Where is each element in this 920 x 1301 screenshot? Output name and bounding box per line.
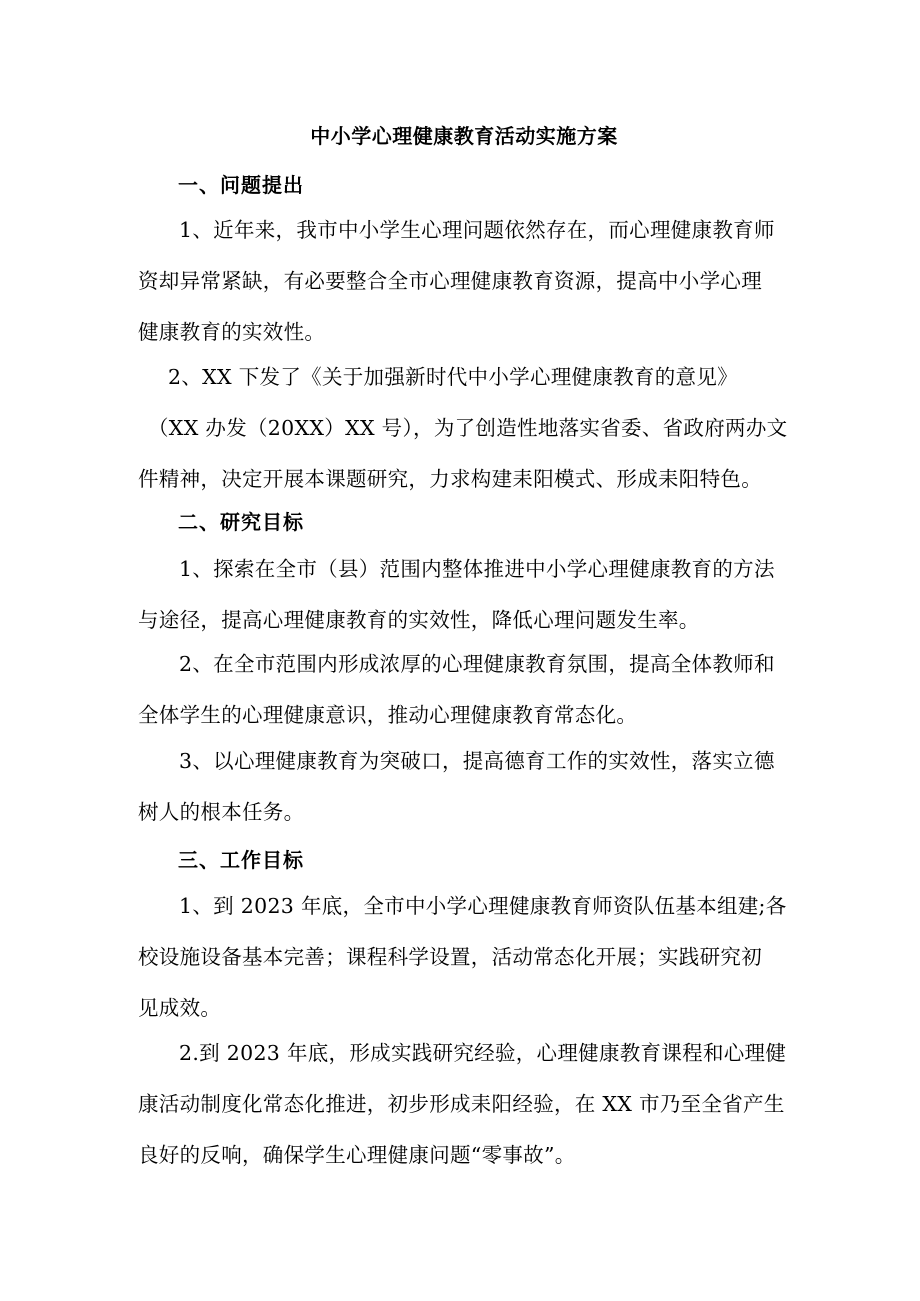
paragraph-2-2: [138, 639, 790, 741]
paragraph-line: 2、XX 下发了《关于加强新时代中小学心理健康教育的意见》: [168, 365, 738, 389]
paragraph-3-1: [138, 881, 790, 1034]
document-title: 中小学心理健康教育活动实施方案: [310, 124, 618, 148]
paragraph-1-2: [138, 352, 790, 505]
paragraph-3-2: [138, 1028, 790, 1181]
paragraph-line: 良好的反响，确保学生心理健康问题“零事故”。: [138, 1143, 576, 1167]
paragraph-line: 康活动制度化常态化推进，初步形成耒阳经验，在 XX 市乃至全省产生: [138, 1092, 785, 1116]
paragraph-line: 树人的根本任务。: [138, 800, 305, 824]
paragraph-line: 1、探索在全市（县）范围内整体推进中小学心理健康教育的方法: [179, 557, 775, 581]
section-heading-problem: 一、问题提出: [178, 173, 304, 197]
paragraph-line: 见成效。: [138, 996, 222, 1020]
section-heading-research-goals: 二、研究目标: [178, 510, 304, 534]
paragraph-line: 健康教育的实效性。: [138, 320, 326, 344]
paragraph-line: 1、近年来，我市中小学生心理问题依然存在，而心理健康教育师: [179, 218, 775, 242]
paragraph-1-1: [138, 205, 790, 358]
paragraph-2-3: [138, 736, 790, 838]
paragraph-line: 资却异常紧缺，有必要整合全市心理健康教育资源，提高中小学心理: [138, 269, 762, 293]
paragraph-line: 件精神，决定开展本课题研究，力求构建耒阳模式、形成耒阳特色。: [138, 467, 762, 491]
section-heading-work-goals: 三、工作目标: [178, 848, 304, 872]
paragraph-line: 与途径，提高心理健康教育的实效性，降低心理问题发生率。: [138, 608, 700, 632]
paragraph-line: 校设施设备基本完善；课程科学设置，活动常态化开展；实践研究初: [138, 945, 762, 969]
paragraph-line: 1、到 2023 年底，全市中小学心理健康教育师资队伍基本组建;各: [179, 894, 787, 918]
paragraph-line: 全体学生的心理健康意识，推动心理健康教育常态化。: [138, 703, 638, 727]
paragraph-line: 2.到 2023 年底，形成实践研究经验，心理健康教育课程和心理健: [179, 1041, 787, 1065]
paragraph-line: 3、以心理健康教育为突破口，提高德育工作的实效性，落实立德: [179, 749, 775, 773]
paragraph-line: 2、在全市范围内形成浓厚的心理健康教育氛围，提高全体教师和: [179, 652, 775, 676]
paragraph-line: （XX 办发（20XX）XX 号），为了创造性地落实省委、省政府两办文: [148, 416, 788, 440]
paragraph-2-1: [138, 544, 790, 646]
